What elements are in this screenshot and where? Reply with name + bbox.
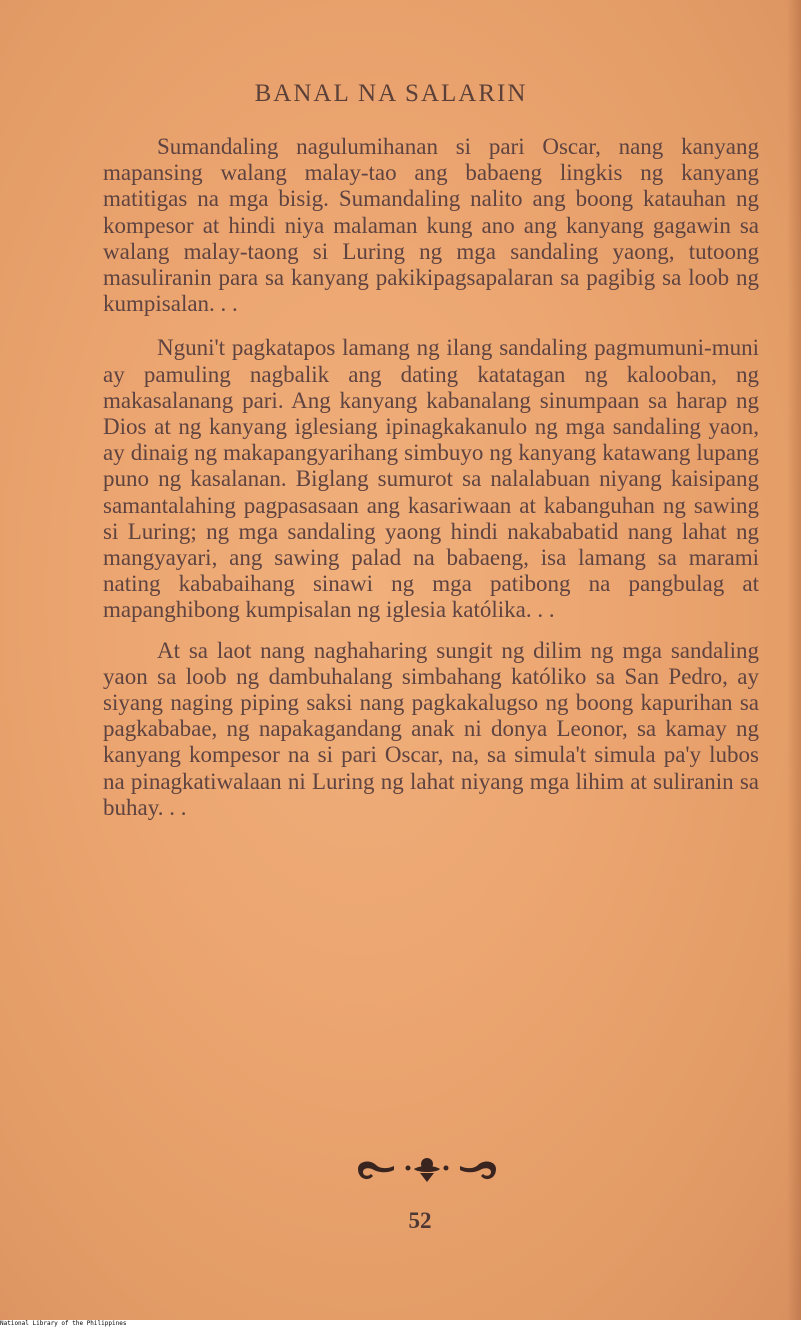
paragraph: At sa laot nang naghaharing sungit ng dilim ng mga sandaling yaon sa loob ng dambuhalang simbahang katóliko sa San Pedro, ay siyang naging piping saksi nang pagkakalugso ng boong kapurihan sa pagkababae, ng napakagandang anak ni donya Leonor, sa kamay ng kanyang kompesor na si pari Oscar, na, sa simula't simula pa'y lubos na pinagkatiwalaan ni Luring ng lahat niyang mga lihim at suliranin sa buhay. . . — [103, 637, 759, 820]
page-edge-shadow — [787, 0, 801, 1320]
page-number: 52 — [408, 1208, 432, 1233]
ornamental-flourish-icon — [354, 1155, 500, 1183]
page-body — [103, 134, 759, 821]
running-header-title: BANAL NA SALARIN — [254, 80, 528, 107]
library-credit: National Library of the Philippines — [0, 1320, 127, 1327]
paragraph: Sumandaling nagulumihanan si pari Oscar, nang kanyang mapansing walang malay-tao ang babaeng lingkis ng kanyang matitigas na mga bisig. Sumandaling nalito ang boong katauhan ng kompesor at hindi niya malaman kung ano ang kanyang gagawin sa walang malay-taong si Luring ng mga sandaling yaong, tutoong masuliranin para sa kanyang pakikipagsapalaran sa pagibig sa loob ng kumpisalan. . . — [103, 134, 759, 317]
paragraph: Nguni't pagkatapos lamang ng ilang sandaling pagmumuni-muni ay pamuling nagbalik ang dating katatagan ng kalooban, ng makasalanang pari. Ang kanyang kabanalang sinumpaan sa harap ng Dios at ng kanyang iglesiang ipinagkakanulo ng mga sandaling yaon, ay dinaig ng makapangyarihang simbuyo ng kanyang katawang lupang puno ng kasalanan. Biglang sumurot sa nalalabuan niyang kaisipang samantalahing pagpasasaan ang kasariwaan at kabanguhan ng sawing si Luring; ng mga sandaling yaong hindi nakababatid nang lahat ng mangyayari, ang sawing palad na babaeng, isa lamang sa marami nating kababaihang sinawi ng mga patibong na pangbulag at mapanghibong kumpisalan ng iglesia katólika. . . — [103, 335, 759, 623]
